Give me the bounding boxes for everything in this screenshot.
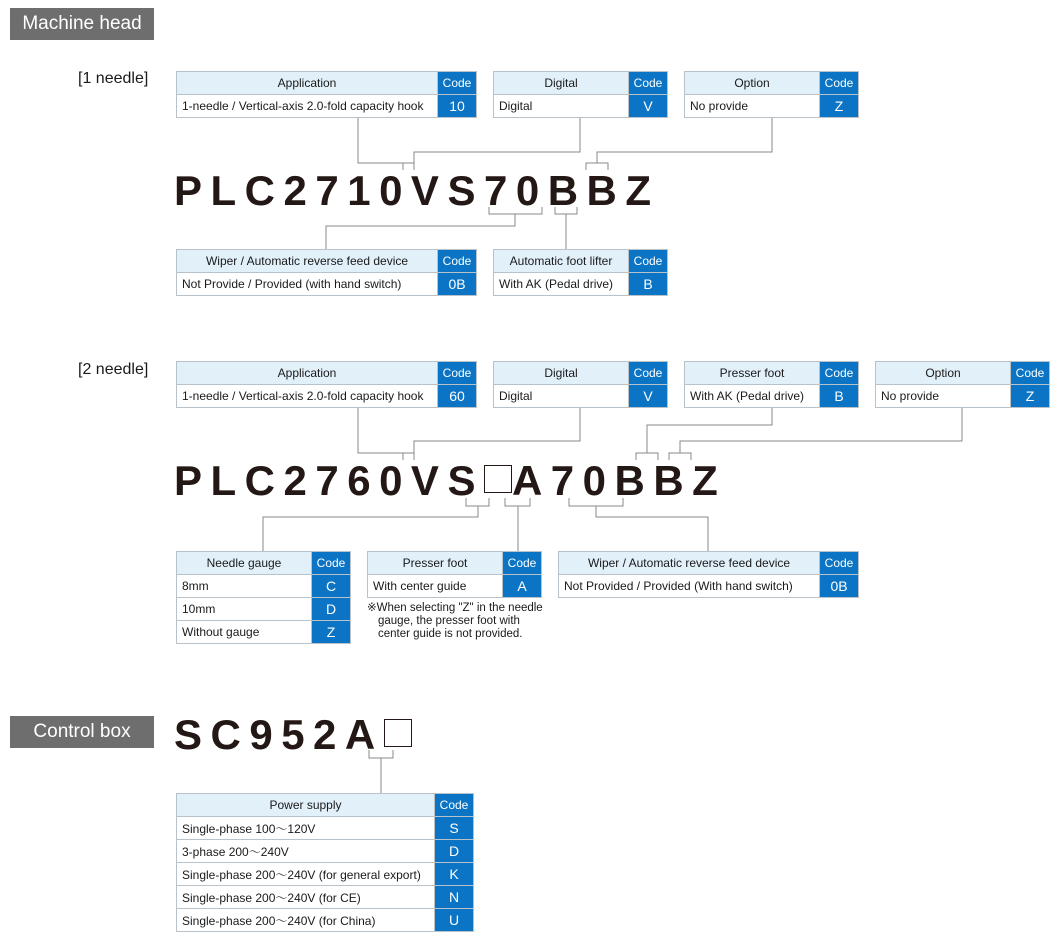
section-tag-machine-head: Machine head (10, 8, 154, 40)
presser-foot-value: With AK (Pedal drive) (685, 385, 820, 407)
two-needle-application-table (176, 361, 477, 408)
application-code: 60 (438, 385, 476, 407)
application-header: Application (177, 362, 438, 384)
code-header: Code (629, 362, 667, 384)
wiper-value: Not Provided / Provided (With hand switch) (559, 575, 820, 597)
needle-gauge-code: Z (312, 621, 350, 643)
code-header: Code (820, 72, 858, 94)
needle-gauge-header: Needle gauge (177, 552, 312, 574)
code-header: Code (503, 552, 541, 574)
wiper-header: Wiper / Automatic reverse feed device (559, 552, 820, 574)
code-header: Code (820, 552, 858, 574)
digital-code: V (629, 385, 667, 407)
two-needle-presser-foot-top-table (684, 361, 859, 408)
foot-lifter-header: Automatic foot lifter (494, 250, 629, 272)
two-needle-wiper-table (558, 551, 859, 598)
one-needle-foot-lifter-table (493, 249, 668, 296)
presser-foot-header: Presser foot (685, 362, 820, 384)
wiper-value: Not Provide / Provided (with hand switch) (177, 273, 438, 295)
note-line: ※When selecting "Z" in the needle (367, 602, 543, 614)
code-header: Code (435, 794, 473, 816)
power-supply-value: Single-phase 100～120V (177, 817, 435, 839)
table-row (177, 885, 473, 908)
model-prefix: SC952A (174, 711, 384, 758)
one-needle-wiper-table (176, 249, 477, 296)
option-code: Z (1011, 385, 1049, 407)
digital-code: V (629, 95, 667, 117)
digital-header: Digital (494, 362, 629, 384)
note-line: center guide is not provided. (378, 628, 523, 640)
power-supply-value: Single-phase 200～240V (for CE) (177, 886, 435, 908)
presser-foot-note (367, 602, 543, 641)
model-suffix: A70BBZ (511, 457, 727, 504)
one-needle-model-number (174, 167, 660, 214)
digital-header: Digital (494, 72, 629, 94)
table-row (177, 839, 473, 862)
power-supply-header: Power supply (177, 794, 435, 816)
two-needle-model-number (174, 457, 727, 504)
needle-gauge-value: Without gauge (177, 621, 312, 643)
two-needle-presser-foot-bottom-table (367, 551, 542, 598)
power-supply-code: N (435, 886, 473, 908)
table-row (177, 597, 350, 620)
option-value: No provide (685, 95, 820, 117)
needle-gauge-value: 10mm (177, 598, 312, 620)
table-row (177, 862, 473, 885)
needle-gauge-code: D (312, 598, 350, 620)
presser-foot-header: Presser foot (368, 552, 503, 574)
power-supply-code: U (435, 909, 473, 931)
code-header: Code (820, 362, 858, 384)
application-code: 10 (438, 95, 476, 117)
table-row (177, 908, 473, 931)
power-supply-code: S (435, 817, 473, 839)
table-row (177, 620, 350, 643)
power-supply-value: Single-phase 200～240V (for China) (177, 909, 435, 931)
presser-foot-code: A (503, 575, 541, 597)
needle-gauge-code: C (312, 575, 350, 597)
power-supply-code: K (435, 863, 473, 885)
option-code: Z (820, 95, 858, 117)
placeholder-box (384, 719, 412, 747)
placeholder-box (484, 465, 512, 493)
code-header: Code (629, 250, 667, 272)
model-prefix: PLC2760VS (174, 457, 484, 504)
needle-gauge-table (176, 551, 351, 644)
option-header: Option (876, 362, 1011, 384)
code-header: Code (438, 362, 476, 384)
wiper-header: Wiper / Automatic reverse feed device (177, 250, 438, 272)
two-needle-option-table (875, 361, 1050, 408)
one-needle-option-table (684, 71, 859, 118)
needle-gauge-value: 8mm (177, 575, 312, 597)
note-line: gauge, the presser foot with (378, 615, 520, 627)
section-tag-control-box: Control box (10, 716, 154, 748)
presser-foot-code: B (820, 385, 858, 407)
model-char-b1: B (547, 167, 587, 214)
model-prefix: PLC2710VS70 (174, 167, 548, 214)
table-row (177, 574, 350, 597)
model-char-b2: B (586, 167, 626, 214)
wiper-code: 0B (438, 273, 476, 295)
power-supply-code: D (435, 840, 473, 862)
model-char-z: Z (625, 167, 660, 214)
one-needle-digital-table (493, 71, 668, 118)
control-box-model-number (174, 711, 412, 758)
option-value: No provide (876, 385, 1011, 407)
code-header: Code (1011, 362, 1049, 384)
digital-value: Digital (494, 385, 629, 407)
two-needle-label: [2 needle] (78, 361, 149, 378)
option-header: Option (685, 72, 820, 94)
presser-foot-value: With center guide (368, 575, 503, 597)
code-header: Code (629, 72, 667, 94)
power-supply-table (176, 793, 474, 932)
foot-lifter-value: With AK (Pedal drive) (494, 273, 629, 295)
application-header: Application (177, 72, 438, 94)
table-row (177, 816, 473, 839)
two-needle-digital-table (493, 361, 668, 408)
application-value: 1-needle / Vertical-axis 2.0-fold capacity hook (177, 95, 438, 117)
power-supply-value: 3-phase 200～240V (177, 840, 435, 862)
code-header: Code (438, 72, 476, 94)
digital-value: Digital (494, 95, 629, 117)
application-value: 1-needle / Vertical-axis 2.0-fold capacity hook (177, 385, 438, 407)
one-needle-application-table (176, 71, 477, 118)
code-header: Code (312, 552, 350, 574)
power-supply-value: Single-phase 200～240V (for general export) (177, 863, 435, 885)
one-needle-label: [1 needle] (78, 70, 149, 87)
foot-lifter-code: B (629, 273, 667, 295)
wiper-code: 0B (820, 575, 858, 597)
code-header: Code (438, 250, 476, 272)
